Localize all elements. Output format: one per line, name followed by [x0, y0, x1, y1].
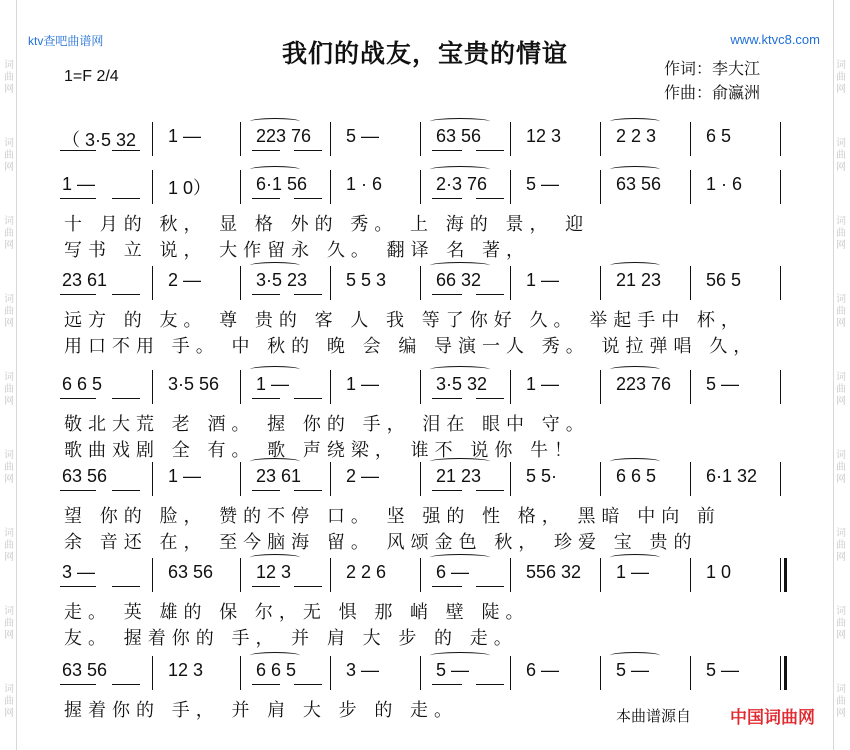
- song-title: 我们的战友，宝贵的情谊: [281, 39, 568, 68]
- bar-line: [600, 656, 601, 690]
- bar-line: [330, 370, 331, 404]
- measure: （ 3·5 32: [62, 130, 137, 150]
- measure: 3·5 56: [168, 374, 220, 394]
- beam-underline: [60, 294, 96, 295]
- measure: 223 76: [256, 126, 312, 146]
- bar-line: [600, 558, 601, 592]
- bar-line: [240, 266, 241, 300]
- measure: 56 5: [706, 270, 742, 290]
- side-watermark-left: 词 曲 网: [4, 606, 14, 641]
- measure: 2 —: [346, 466, 380, 486]
- side-watermark-right: 词 曲 网: [836, 684, 846, 719]
- bar-line: [420, 122, 421, 156]
- slur-mark: [610, 652, 660, 659]
- bar-line: [510, 656, 511, 690]
- measure: 6·1 56: [256, 174, 308, 194]
- bar-line: [600, 370, 601, 404]
- slur-mark: [610, 166, 660, 173]
- slur-mark: [430, 458, 490, 465]
- bar-line: [152, 170, 153, 204]
- lyrics-verse-2: 友。 握着你的 手， 并 肩 大 步 的 走。: [64, 628, 518, 649]
- side-watermark-left: 词 曲 网: [4, 294, 14, 329]
- slur-mark: [250, 554, 300, 561]
- slur-mark: [430, 262, 490, 269]
- bar-line: [420, 170, 421, 204]
- final-bar-line: [784, 656, 787, 690]
- measure: 6 6 5: [256, 660, 297, 680]
- lyrics-verse-1: 十 月的 秋， 显 格 外的 秀。 上 海的 景， 迎: [64, 214, 590, 235]
- slur-mark: [430, 118, 490, 125]
- bar-line: [420, 656, 421, 690]
- beam-underline: [432, 294, 462, 295]
- beam-underline: [252, 198, 280, 199]
- measure: 1 —: [526, 270, 560, 290]
- bar-line: [152, 122, 153, 156]
- measure: 5 5·: [526, 466, 558, 486]
- side-watermark-left: 词 曲 网: [4, 216, 14, 251]
- bar-line: [510, 370, 511, 404]
- bar-line: [420, 462, 421, 496]
- bar-line: [510, 558, 511, 592]
- measure: 1 —: [168, 126, 202, 146]
- bar-line: [240, 462, 241, 496]
- beam-underline: [252, 586, 280, 587]
- measure: 1 —: [62, 174, 96, 194]
- brand-logo-text: 中国词曲网: [730, 708, 815, 728]
- bar-line: [780, 370, 781, 404]
- measure: 5 —: [706, 374, 740, 394]
- source-label: 本曲谱源自: [616, 707, 692, 725]
- slur-mark: [430, 166, 490, 173]
- measure: 3 —: [346, 660, 380, 680]
- lyricist-credit: 作词：李大江: [664, 59, 761, 78]
- beam-underline: [112, 150, 140, 151]
- slur-mark: [250, 262, 300, 269]
- beam-underline: [294, 586, 322, 587]
- beam-underline: [252, 398, 280, 399]
- beam-underline: [294, 294, 322, 295]
- bar-line: [600, 462, 601, 496]
- beam-underline: [294, 398, 322, 399]
- bar-line: [690, 656, 691, 690]
- bar-line: [780, 656, 781, 690]
- bar-line: [152, 266, 153, 300]
- slur-mark: [250, 458, 300, 465]
- beam-underline: [112, 586, 140, 587]
- slur-mark: [610, 458, 660, 465]
- measure: 3·5 32: [436, 374, 488, 394]
- measure: 2·3 76: [436, 174, 488, 194]
- lyrics-verse-1: 远方 的 友。 尊 贵的 客 人 我 等了你好 久。 举起手中 杯，: [64, 310, 745, 331]
- beam-underline: [432, 490, 462, 491]
- beam-underline: [294, 198, 322, 199]
- measure: 1 —: [526, 374, 560, 394]
- side-watermark-left: 词 曲 网: [4, 372, 14, 407]
- measure: 2 —: [168, 270, 202, 290]
- site-watermark-right: www.ktvc8.com: [730, 32, 820, 47]
- beam-underline: [112, 398, 140, 399]
- side-watermark-left: 词 曲 网: [4, 684, 14, 719]
- lyrics-verse-2: 用口不用 手。 中 秋的 晚 会 编 导演一人 秀。 说拉弹唱 久，: [64, 336, 758, 357]
- beam-underline: [294, 684, 322, 685]
- beam-underline: [476, 398, 504, 399]
- bar-line: [330, 266, 331, 300]
- bar-line: [152, 656, 153, 690]
- beam-underline: [432, 398, 462, 399]
- side-watermark-left: 词 曲 网: [4, 528, 14, 563]
- lyrics-verse-2: 余 音还 在， 至今脑海 留。 风颂金色 秋， 珍爱 宝 贵的: [64, 532, 698, 553]
- beam-underline: [112, 684, 140, 685]
- measure: 63 56: [62, 660, 108, 680]
- measure: 1 —: [346, 374, 380, 394]
- bar-line: [420, 266, 421, 300]
- measure: 6 —: [526, 660, 560, 680]
- bar-line: [600, 266, 601, 300]
- bar-line: [330, 170, 331, 204]
- side-watermark-left: 词 曲 网: [4, 138, 14, 173]
- measure: 23 61: [62, 270, 108, 290]
- measure: 3 —: [62, 562, 96, 582]
- bar-line: [240, 558, 241, 592]
- beam-underline: [60, 198, 96, 199]
- measure: 3·5 23: [256, 270, 308, 290]
- beam-underline: [112, 490, 140, 491]
- bar-line: [152, 370, 153, 404]
- measure: 1 · 6: [346, 174, 383, 194]
- bar-line: [510, 170, 511, 204]
- bar-line: [152, 558, 153, 592]
- beam-underline: [476, 586, 504, 587]
- bar-line: [690, 170, 691, 204]
- bar-line: [420, 370, 421, 404]
- lyrics-verse-2: 歌曲戏剧 全 有。 歌 声绕梁， 谁不 说你 牛！: [64, 440, 579, 461]
- measure: 5 —: [616, 660, 650, 680]
- measure: 23 61: [256, 466, 302, 486]
- beam-underline: [432, 150, 462, 151]
- bar-line: [690, 462, 691, 496]
- lyrics-verse-1: 走。 英 雄的 保 尔，无 惧 那 峭 壁 陡。: [64, 602, 530, 623]
- beam-underline: [60, 490, 96, 491]
- measure: 5 —: [706, 660, 740, 680]
- measure: 21 23: [436, 466, 482, 486]
- beam-underline: [476, 684, 504, 685]
- bar-line: [240, 370, 241, 404]
- measure: 5 —: [526, 174, 560, 194]
- beam-underline: [60, 398, 96, 399]
- bar-line: [330, 122, 331, 156]
- side-watermark-right: 词 曲 网: [836, 138, 846, 173]
- beam-underline: [476, 294, 504, 295]
- bar-line: [330, 558, 331, 592]
- bar-line: [330, 462, 331, 496]
- measure: 6·1 32: [706, 466, 758, 486]
- beam-underline: [60, 150, 96, 151]
- measure: 12 3: [526, 126, 562, 146]
- bar-line: [600, 122, 601, 156]
- bar-line: [780, 170, 781, 204]
- bar-line: [780, 266, 781, 300]
- beam-underline: [432, 586, 462, 587]
- lyrics-verse-1: 敬北大荒 老 酒。 握 你的 手， 泪在 眼中 守。: [64, 414, 590, 435]
- beam-underline: [476, 490, 504, 491]
- slur-mark: [250, 118, 300, 125]
- measure: 63 56: [168, 562, 214, 582]
- measure: 5 —: [346, 126, 380, 146]
- measure: 63 56: [616, 174, 662, 194]
- measure: 1 0）: [168, 178, 212, 198]
- beam-underline: [60, 684, 96, 685]
- measure: 2 2 6: [346, 562, 387, 582]
- bar-line: [780, 122, 781, 156]
- beam-underline: [294, 150, 322, 151]
- measure: 12 3: [168, 660, 204, 680]
- side-watermark-left: 词 曲 网: [4, 60, 14, 95]
- bar-line: [510, 462, 511, 496]
- beam-underline: [252, 490, 280, 491]
- measure: 12 3: [256, 562, 292, 582]
- final-bar-line: [784, 558, 787, 592]
- beam-underline: [294, 490, 322, 491]
- side-watermark-right: 词 曲 网: [836, 216, 846, 251]
- bar-line: [600, 170, 601, 204]
- bar-line: [510, 266, 511, 300]
- lyrics-verse-1: 望 你的 脸， 赞的不停 口。 坚 强的 性 格， 黑暗 中向 前: [64, 506, 721, 527]
- side-watermark-left: 词 曲 网: [4, 450, 14, 485]
- beam-underline: [252, 684, 280, 685]
- bar-line: [240, 656, 241, 690]
- measure: 6 5: [706, 126, 732, 146]
- slur-mark: [430, 366, 490, 373]
- measure: 66 32: [436, 270, 482, 290]
- beam-underline: [432, 198, 462, 199]
- measure: 1 —: [168, 466, 202, 486]
- side-watermark-right: 词 曲 网: [836, 450, 846, 485]
- slur-mark: [610, 554, 660, 561]
- bar-line: [240, 122, 241, 156]
- bar-line: [510, 122, 511, 156]
- slur-mark: [250, 366, 300, 373]
- side-watermark-right: 词 曲 网: [836, 60, 846, 95]
- lyrics-verse-1: 握着你的 手， 并 肩 大 步 的 走。: [64, 700, 459, 721]
- beam-underline: [432, 684, 462, 685]
- measure: 556 32: [526, 562, 582, 582]
- slur-mark: [430, 652, 490, 659]
- side-watermark-right: 词 曲 网: [836, 528, 846, 563]
- beam-underline: [112, 198, 140, 199]
- measure: 5 5 3: [346, 270, 387, 290]
- beam-underline: [476, 198, 504, 199]
- beam-underline: [112, 294, 140, 295]
- slur-mark: [250, 652, 300, 659]
- side-watermark-right: 词 曲 网: [836, 606, 846, 641]
- measure: 21 23: [616, 270, 662, 290]
- beam-underline: [60, 586, 96, 587]
- bar-line: [780, 558, 781, 592]
- side-watermark-right: 词 曲 网: [836, 294, 846, 329]
- slur-mark: [610, 366, 660, 373]
- bar-line: [690, 558, 691, 592]
- measure: 5 —: [436, 660, 470, 680]
- composer-credit: 作曲：俞瀛洲: [664, 83, 761, 102]
- measure: 2 2 3: [616, 126, 657, 146]
- measure: 1 —: [256, 374, 290, 394]
- measure: 63 56: [436, 126, 482, 146]
- site-watermark-left: ktv查吧曲谱网: [28, 34, 104, 48]
- bar-line: [420, 558, 421, 592]
- slur-mark: [610, 118, 660, 125]
- measure: 6 6 5: [616, 466, 657, 486]
- bar-line: [690, 266, 691, 300]
- side-watermark-right: 词 曲 网: [836, 372, 846, 407]
- bar-line: [780, 462, 781, 496]
- measure: 6 6 5: [62, 374, 103, 394]
- lyrics-verse-2: 写书 立 说， 大作留永 久。 翻译 名 著，: [64, 240, 531, 261]
- slur-mark: [430, 554, 490, 561]
- bar-line: [690, 122, 691, 156]
- bar-line: [330, 656, 331, 690]
- key-signature: 1=F 2/4: [64, 68, 119, 85]
- bar-line: [240, 170, 241, 204]
- measure: 63 56: [62, 466, 108, 486]
- bar-line: [152, 462, 153, 496]
- slur-mark: [610, 262, 660, 269]
- bar-line: [690, 370, 691, 404]
- measure: 1 —: [616, 562, 650, 582]
- measure: 1 · 6: [706, 174, 743, 194]
- beam-underline: [252, 150, 280, 151]
- measure: 6 —: [436, 562, 470, 582]
- slur-mark: [250, 166, 300, 173]
- measure: 1 0: [706, 562, 732, 582]
- measure: 223 76: [616, 374, 672, 394]
- beam-underline: [476, 150, 504, 151]
- beam-underline: [252, 294, 280, 295]
